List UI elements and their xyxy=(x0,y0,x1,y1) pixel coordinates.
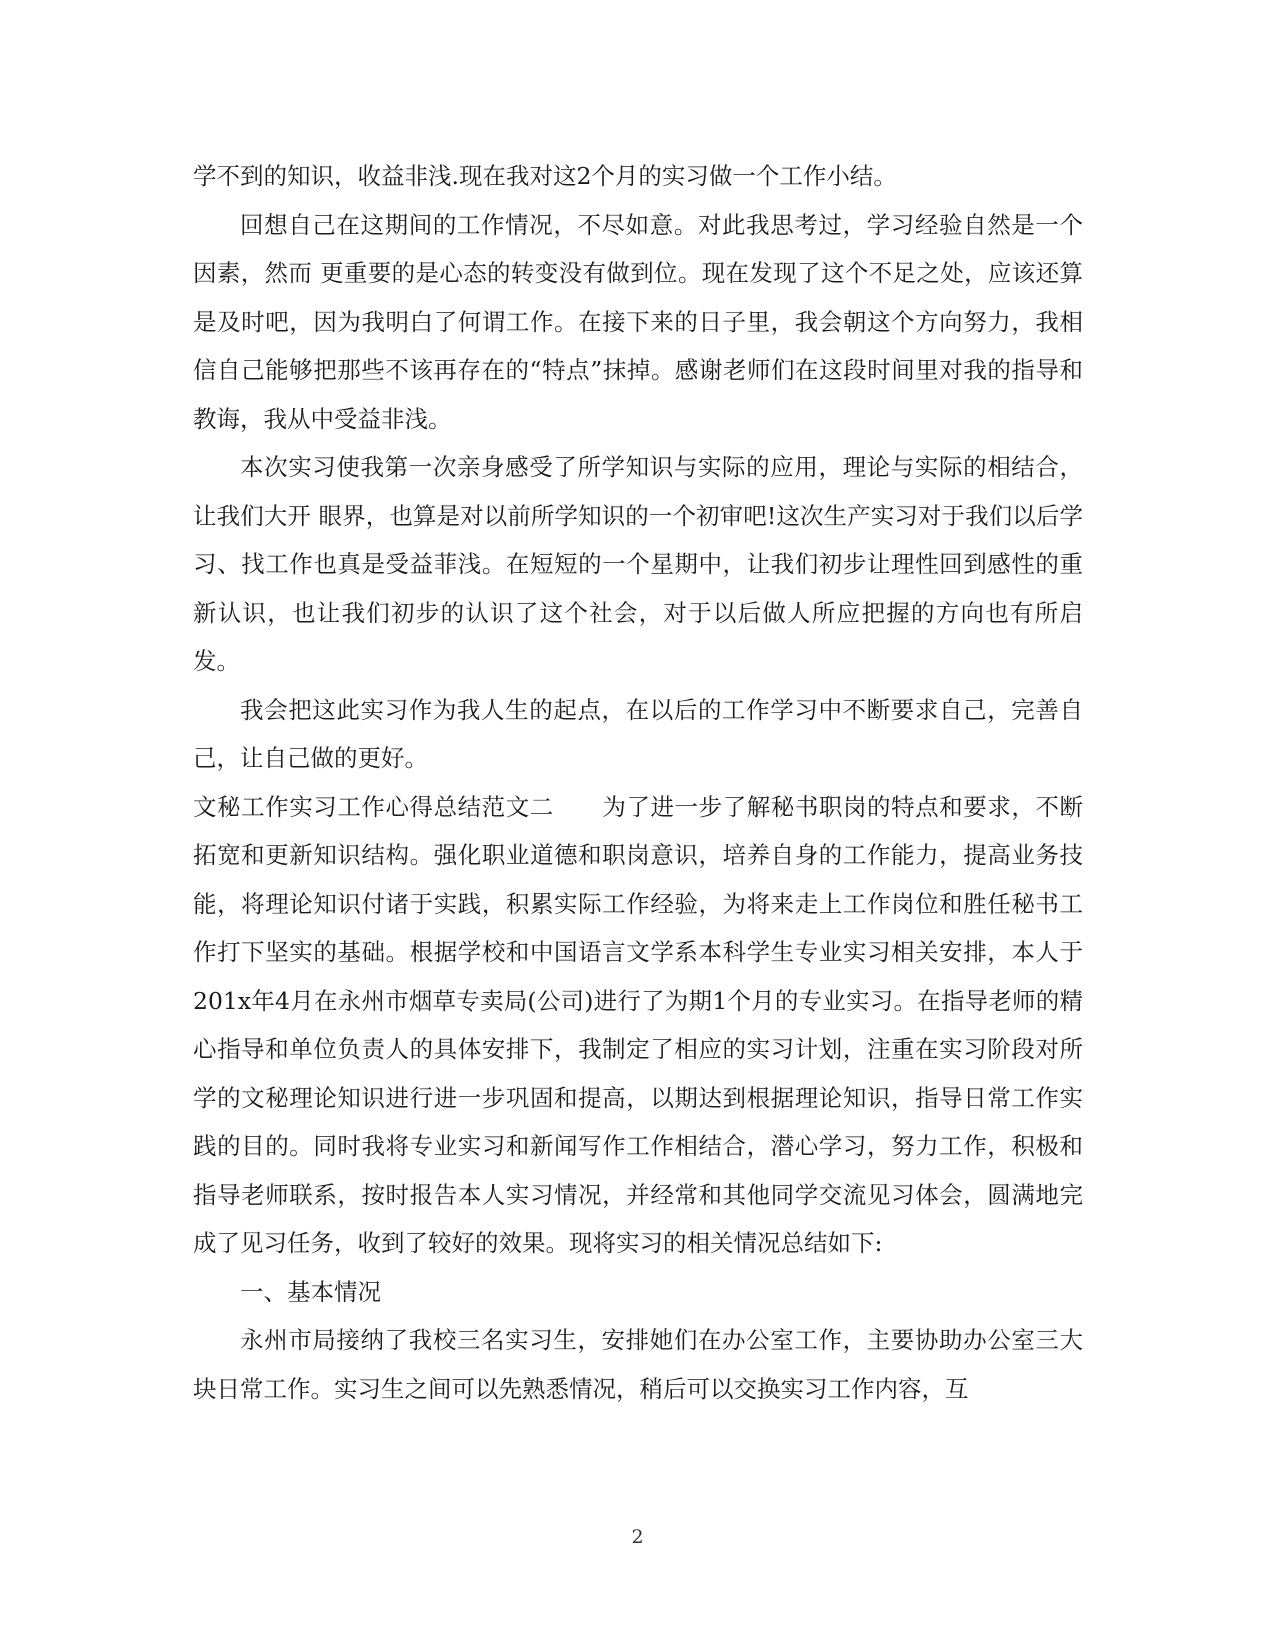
section-heading-basic: 一、基本情况 xyxy=(240,1277,381,1306)
paragraph-7: 永州市局接纳了我校三名实习生，安排她们在办公室工作，主要协助办公室三大块日常工作。实习生之间可以先熟悉情况，稍后可以交换实习工作内容，互 xyxy=(193,1326,1083,1403)
page-number: 2 xyxy=(631,1526,644,1548)
document-body xyxy=(193,152,1083,1413)
paragraph-1: 学不到的知识，收益非浅.现在我对这2个月的实习做一个工作小结。 xyxy=(193,162,897,190)
paragraph-5-body: 为了进一步了解秘书职岗的特点和要求，不断拓宽和更新知识结构。强化职业道德和职岗意识，培养自身的工作能力，提高业务技能，将理论知识付诸于实践，积累实际工作经验，为将来走上工作岗位和胜任秘书工作打下坚实的基础。根据学校和中国语言文学系本科学生专业实习相关安排，本人于201x年4月在永州市烟草专卖局(公司)进行了为期1个月的专业实习。在指导老师的精心指导和单位负责人的具体安排下，我制定了相应的实习计划，注重在实习阶段对所学的文秘理论知识进行进一步巩固和提高，以期达到根据理论知识，指导日常工作实践的目的。同时我将专业实习和新闻写作工作相结合，潜心学习，努力工作，积极和指导老师联系，按时报告本人实习情况，并经常和其他同学交流见习体会，圆满地完成了见习任务，收到了较好的效果。现将实习的相关情况总结如下: xyxy=(193,792,1084,1257)
paragraph-3: 本次实习使我第一次亲身感受了所学知识与实际的应用，理论与实际的相结合，让我们大开 眼界，也算是对以前所学知识的一个初审吧!这次生产实习对于我们以后学习、找工作也真是受益菲浅。在短短的一个星期中，让我们初步让理性回到感性的重新认识，也让我们初步的认识了这个社会，对于以后做人所应把握的方向也有所启发。 xyxy=(193,453,1083,675)
paragraph-2: 回想自己在这期间的工作情况，不尽如意。对此我思考过，学习经验自然是一个因素，然而 更重要的是心态的转变没有做到位。现在发现了这个不足之处，应该还算是及时吧，因为我明白了何谓工作。在接下来的日子里，我会朝这个方向努力，我相信自己能够把那些不该再存在的“特点”抹掉。感谢老师们在这段时间里对我的指导和教诲，我从中受益非浅。 xyxy=(193,210,1083,433)
paragraph-5 xyxy=(193,783,1083,1268)
paragraph-4: 我会把这此实习作为我人生的起点，在以后的工作学习中不断要求自己，完善自己，让自己做的更好。 xyxy=(193,695,1083,772)
section-title: 文秘工作实习工作心得总结范文二 xyxy=(193,792,554,821)
